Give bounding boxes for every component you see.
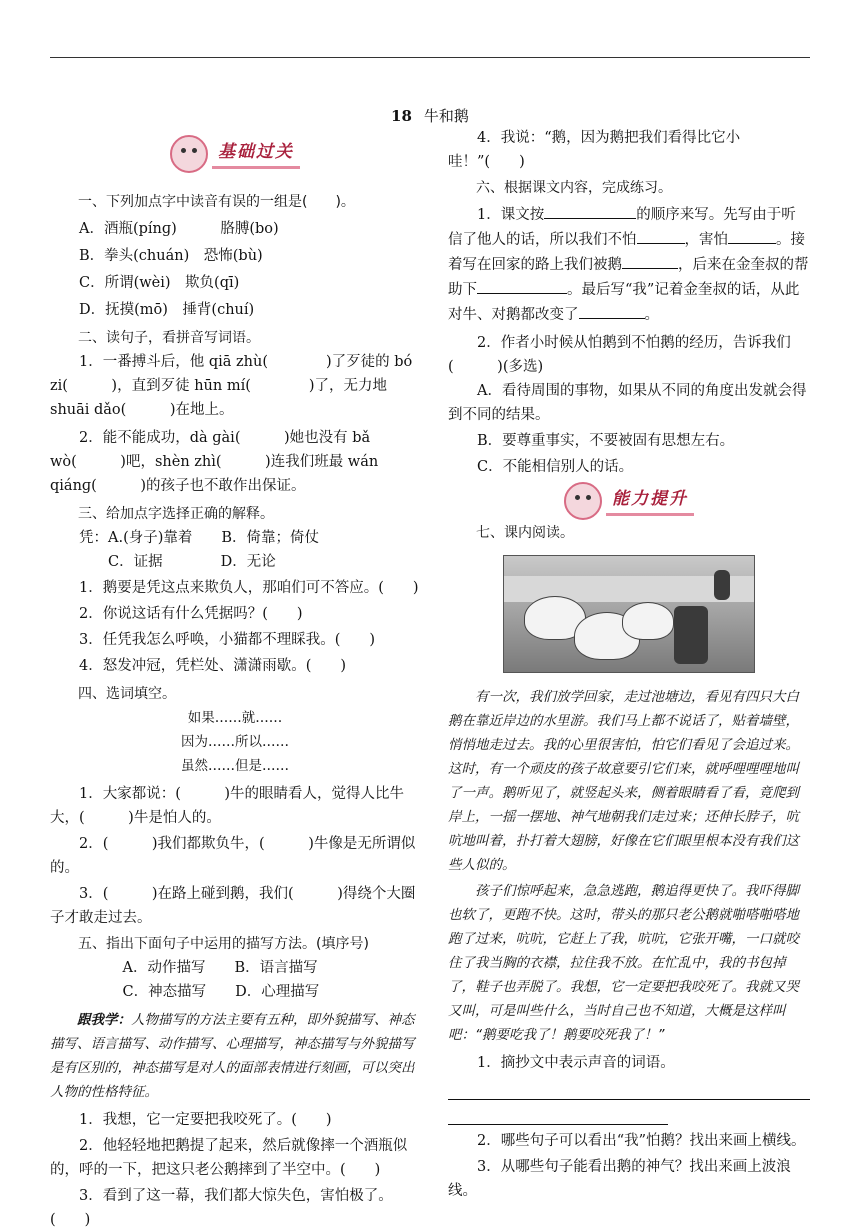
blank-help[interactable]	[477, 277, 567, 294]
lesson-title	[0, 104, 860, 128]
blank-afraid[interactable]	[728, 227, 776, 244]
s3-question-3: 3．任凭我怎么呼唤，小猫都不理睬我。( )	[79, 632, 376, 648]
s6-q1-part-f: 。最后写“我”记着金奎叔的话，从此对牛、对鹅都改变了	[448, 282, 800, 323]
s5-tip-label: 跟我学：	[77, 1012, 131, 1028]
s6-option-a: A．看待周围的事物，如果从不同的角度出发就会得到不同的结果。	[448, 383, 807, 423]
section-banner-basic	[50, 132, 420, 176]
s7-question-2: 2．哪些句子可以看出“我”怕鹅？找出来画上横线。	[477, 1133, 806, 1149]
s5-tip	[50, 1008, 420, 1104]
s3-question-2: 2．你说这话有什么凭据吗？( )	[79, 606, 303, 622]
answer-line[interactable]	[448, 1102, 668, 1125]
s5-options-row-1: A．动作描写 B．语言描写	[122, 960, 318, 976]
banner-label: 能力提升	[606, 487, 694, 516]
s1-option-a: A．酒瓶(pínɡ) 胳膊(bo)	[79, 221, 279, 237]
answer-line[interactable]	[448, 1077, 810, 1100]
blank-chased[interactable]	[622, 252, 678, 269]
goat-mascot-icon	[564, 482, 602, 520]
section-5-heading: 五、指出下面句子中运用的描写方法。(填序号)	[78, 936, 369, 952]
s5-options-row-2: C．神态描写 D．心理描写	[122, 984, 320, 1000]
lesson-number: 18	[391, 107, 412, 125]
s3-options-row-2: C．证据 D．无论	[108, 554, 276, 570]
section-3-heading: 三、给加点字选择正确的解释。	[78, 506, 274, 522]
s4-question-2: 2．( )我们都欺负牛，( )牛像是无所谓似的。	[50, 836, 416, 876]
s5-question-1: 1．我想，它一定要把我咬死了。( )	[79, 1112, 332, 1128]
section-2-heading: 二、读句子，看拼音写词语。	[78, 330, 260, 346]
section-6-heading: 六、根据课文内容，完成练习。	[476, 180, 672, 196]
section-4-heading: 四、选词填空。	[78, 686, 176, 702]
blank-order[interactable]	[544, 202, 636, 219]
s6-question-1	[448, 202, 810, 327]
blank-not-afraid[interactable]	[637, 227, 685, 244]
s1-option-d: D．抚摸(mō) 捶背(chuí)	[79, 302, 255, 318]
s6-q1-part-d: 。接着写在回家的路上我们被鹅	[448, 232, 805, 273]
s2-question-2: 2．能不能成功，dà ɡài( )她也没有 bǎ wò( )吧，shèn zhì( )连我们班最 wán qiánɡ( )的孩子也不敢作出保证。	[50, 430, 379, 494]
section-7-heading: 七、课内阅读。	[476, 525, 574, 541]
s4-word-2: 因为……所以……	[181, 734, 289, 750]
s6-q1-part-g: 。	[644, 307, 659, 323]
s5-question-4: 4．我说：“鹅，因为鹅把我们看得比它小哇！”( )	[448, 130, 741, 170]
s7-question-3: 3．从哪些句子能看出鹅的神气？找出来画上波浪线。	[448, 1159, 791, 1199]
s6-q1-part-b: 的顺序来写。先写由于听信了他人的话，所以我们不怕	[448, 207, 796, 248]
header-rule	[50, 57, 810, 58]
s4-question-1: 1．大家都说：( )牛的眼睛看人，觉得人比牛大，( )牛是怕人的。	[50, 786, 405, 826]
blank-changed[interactable]	[579, 302, 645, 319]
s5-tip-text: 人物描写的方法主要有五种，即外貌描写、神态描写、语言描写、动作描写、心理描写，神态描写与外貌描写是有区别的，神态描写是对人的面部表情进行刻画，可以突出人物的性格特征。	[50, 1012, 415, 1100]
boy-illustration	[674, 606, 708, 664]
s4-word-1: 如果……就……	[187, 710, 283, 726]
s5-question-3: 3．看到了这一幕，我们都大惊失色，害怕极了。( )	[50, 1188, 393, 1228]
s6-q1-part-e: ，后来在金奎叔的帮助下	[448, 257, 809, 298]
goose-illustration	[622, 602, 674, 640]
banner-label: 基础过关	[212, 140, 300, 169]
left-column	[50, 132, 420, 1232]
s3-question-1: 1．鹅要是凭这点来欺负人，那咱们可不答应。( )	[79, 580, 419, 596]
right-column	[448, 126, 810, 1203]
s7-question-1: 1．摘抄文中表示声音的词语。	[477, 1055, 675, 1071]
s4-question-3: 3．( )在路上碰到鹅，我们( )得绕个大圈子才敢走过去。	[50, 886, 416, 926]
s5-question-2: 2．他轻轻地把鹅提了起来，然后就像摔一个酒瓶似的，呼的一下，把这只老公鹅摔到了半空中。( )	[50, 1138, 408, 1178]
s1-option-b: B．拳头(chuán) 恐怖(bù)	[79, 248, 263, 264]
boy-illustration	[714, 570, 730, 600]
passage-paragraph-2: 孩子们惊呼起来，急急逃跑，鹅追得更快了。我吓得脚也软了，更跑不快。这时，带头的那只老公鹅就啪嗒啪嗒地跑了过来，吭吭，它赶上了我，吭吭，它张开嘴，一口就咬住了我当胸的衣襟，拉住我不放。在忙乱中，我的书包掉了，鞋子也弄脱了。我想，它一定要把我咬死了。我就又哭又叫，可是叫些什么，当时自己也不知道，大概是这样叫吧：“鹅要吃我了！鹅要咬死我了！”	[448, 883, 799, 1043]
s3-options-row-1: 凭：A.(身子)靠着 B．倚靠；倚仗	[79, 530, 320, 546]
s2-question-1: 1．一番搏斗后，他 qiā zhù( )了歹徒的 bó zi( )，直到歹徒 hūn mí( )了，无力地 shuāi dǎo( )在地上。	[50, 354, 413, 418]
passage-paragraph-1: 有一次，我们放学回家，走过池塘边，看见有四只大白鹅在靠近岸边的水里游。我们马上都不说话了，贴着墙壁，悄悄地走过去。我的心里很害怕，怕它们看见了会追过来。这时，有一个顽皮的孩子故意要引它们来，就呼哩哩哩地叫了一声。鹅听见了，就竖起头来，侧着眼睛看了看，竟爬到岸上，一摇一摆地、神气地朝我们走过来；还伸长脖子，吭吭地叫着，扑打着大翅膀，好像在它们眼里根本没有我们这些人似的。	[448, 689, 799, 873]
s6-q1-part-c: ，害怕	[684, 232, 728, 248]
s6-question-2: 2．作者小时候从怕鹅到不怕鹅的经历，告诉我们( )(多选)	[448, 335, 791, 375]
section-banner-advanced	[448, 481, 810, 521]
s6-option-b: B．要尊重事实，不要被固有思想左右。	[477, 433, 735, 449]
section-1-heading: 一、下列加点字中读音有误的一组是( )。	[78, 194, 355, 210]
lesson-name: 牛和鹅	[423, 107, 469, 125]
s1-option-c: C．所谓(wèi) 欺负(qī)	[79, 275, 240, 291]
illustration-geese-chasing-children	[503, 555, 755, 673]
goat-mascot-icon	[170, 135, 208, 173]
s6-option-c: C．不能相信别人的话。	[477, 459, 634, 475]
s6-q1-part-a: 1．课文按	[477, 207, 545, 223]
s3-question-4: 4．怒发冲冠，凭栏处、潇潇雨歇。( )	[79, 658, 347, 674]
s4-word-3: 虽然……但是……	[181, 758, 289, 774]
